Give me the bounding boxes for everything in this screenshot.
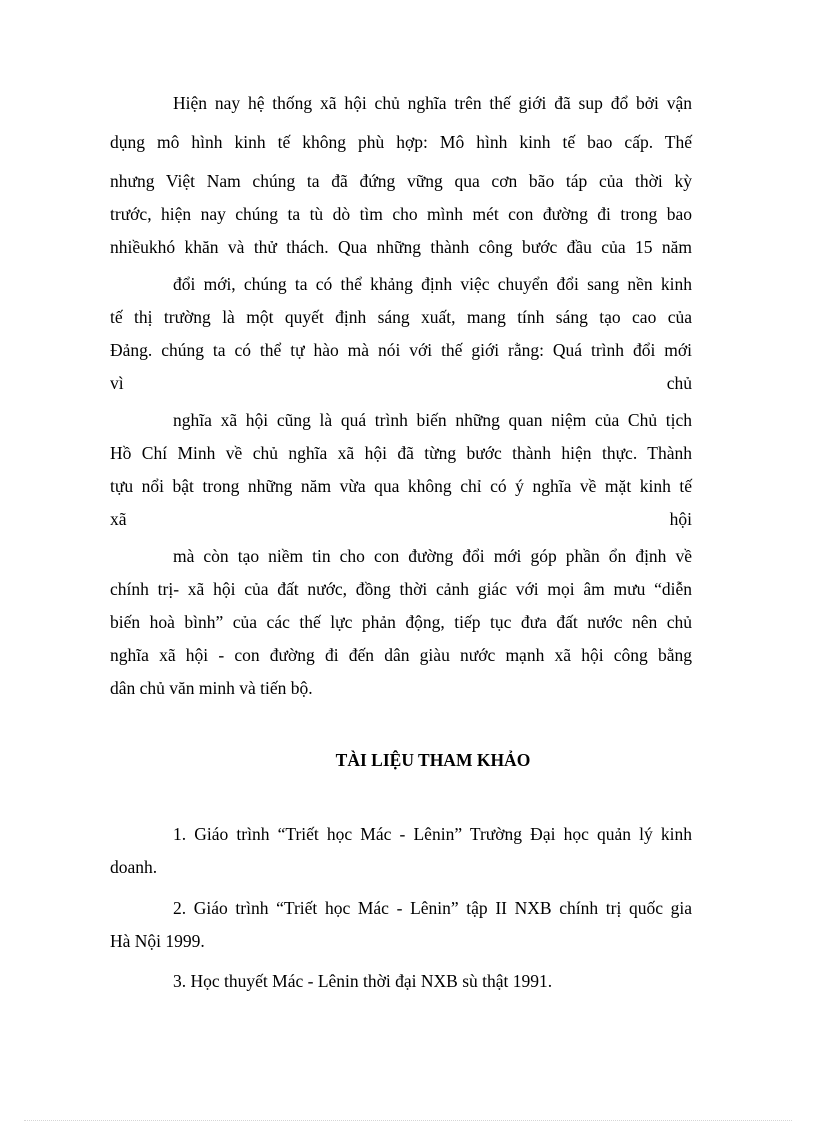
reference-item-continuation: doanh. [110,857,158,877]
paragraph-line: nhiềukhó khăn và thử thách. Qua những thành công bước đầu của 15 năm [110,237,692,257]
paragraph-line: tế thị trường là một quyết định sáng xuất, mang tính sáng tạo cao của [110,307,692,327]
paragraph-line: xã hội [110,509,692,529]
paragraph-line: mà còn tạo niềm tin cho con đường đổi mới góp phần ổn định về [173,546,692,566]
paragraph-line: dụng mô hình kinh tế không phù hợp: Mô hình kinh tế bao cấp. Thế [110,132,692,152]
paragraph-line: đổi mới, chúng ta có thể khảng định việc chuyển đổi sang nền kinh [173,274,692,294]
paragraph-line: Hiện nay hệ thống xã hội chủ nghĩa trên thế giới đã sup đổ bởi vận [173,93,692,113]
reference-item-continuation: Hà Nội 1999. [110,931,205,951]
paragraph-line: chính trị- xã hội của đất nước, đồng thời cảnh giác với mọi âm mưu “diễn [110,579,692,599]
paragraph-line: Hồ Chí Minh về chủ nghĩa xã hội đã từng bước thành hiện thực. Thành [110,443,692,463]
paragraph-line: Đảng. chúng ta có thể tự hào mà nói với thế giới rằng: Quá trình đổi mới [110,340,692,360]
paragraph-line: biến hoà bình” của các thế lực phản động, tiếp tục đưa đất nước nên chủ [110,612,692,632]
reference-item: 2. Giáo trình “Triết học Mác - Lênin” tập II NXB chính trị quốc gia [173,898,692,918]
paragraph-line: nhưng Việt Nam chúng ta đã đứng vững qua cơn bão táp của thời kỳ [110,171,692,191]
paragraph-line: trước, hiện nay chúng ta tù dò tìm cho mình mét con đường đi trong bao [110,204,692,224]
reference-item: 3. Học thuyết Mác - Lênin thời đại NXB sù thật 1991. [173,971,553,991]
paragraph-line: nghĩa xã hội cũng là quá trình biến những quan niệm của Chủ tịch [173,410,692,430]
references-heading: TÀI LIỆU THAM KHẢO [335,750,531,770]
paragraph-line: vì chủ [110,373,692,393]
paragraph-line: dân chủ văn minh và tiến bộ. [110,678,313,698]
paragraph-line: nghĩa xã hội - con đường đi đến dân giàu nước mạnh xã hội công bằng [110,645,692,665]
page-bottom-divider [24,1120,792,1121]
reference-item: 1. Giáo trình “Triết học Mác - Lênin” Trường Đại học quản lý kinh [173,824,692,844]
paragraph-line: tựu nổi bật trong những năm vừa qua không chỉ có ý nghĩa về mặt kinh tế [110,476,692,496]
